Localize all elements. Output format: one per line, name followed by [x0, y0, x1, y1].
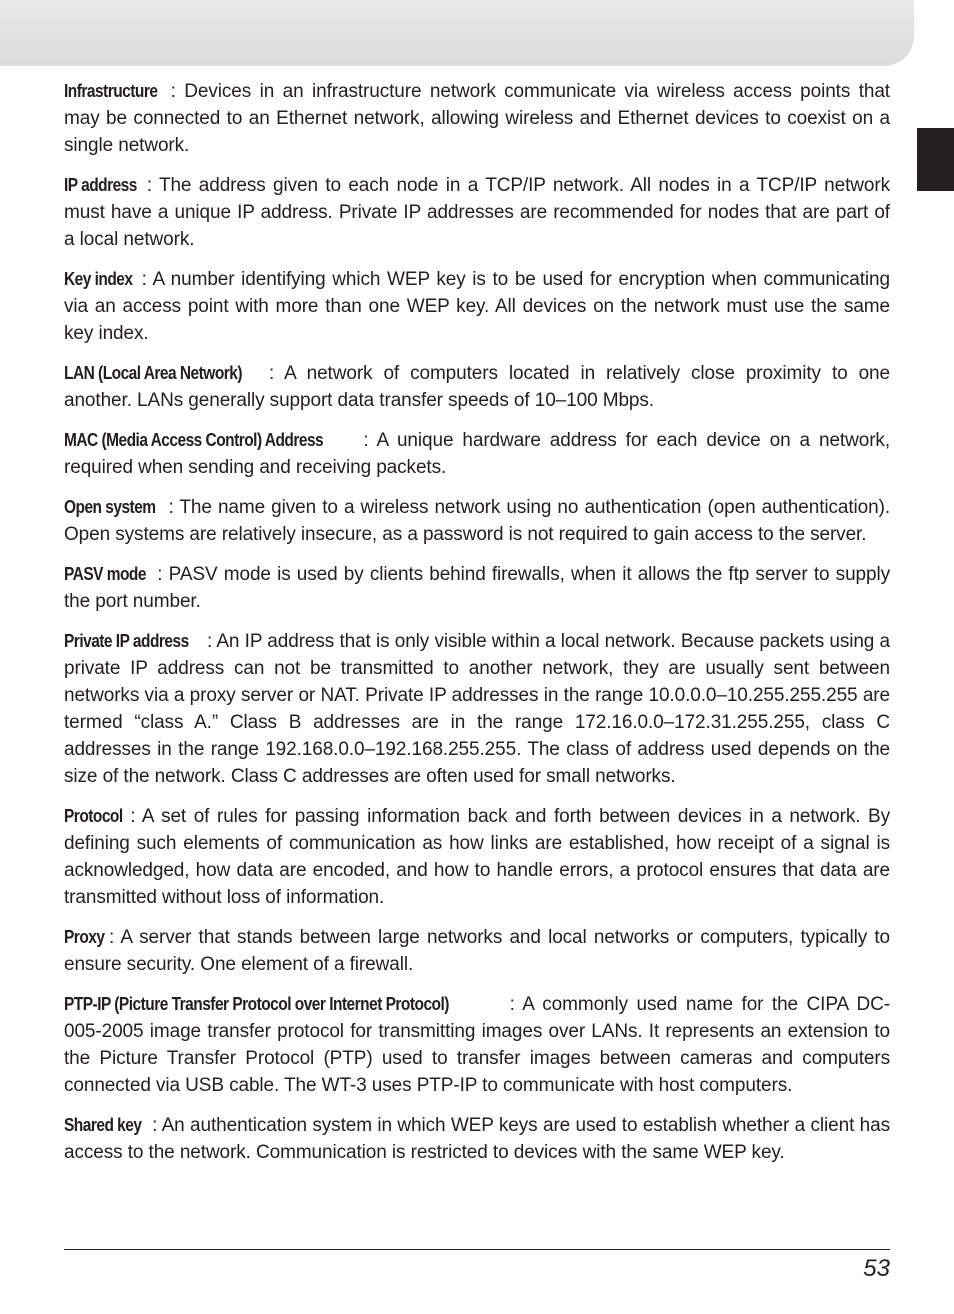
- glossary-term: MAC (Media Access Control) Address: [64, 430, 324, 450]
- glossary-definition: : A unique hardware address for each device on a network, required when sending and receiving packets.: [64, 430, 890, 478]
- glossary-content: [64, 78, 890, 1179]
- glossary-term: IP address: [64, 175, 137, 195]
- glossary-entry-ip-address: [64, 172, 890, 253]
- glossary-entry-lan: [64, 360, 890, 414]
- glossary-definition: : A set of rules for passing information back and forth between devices in a network. By defining such elements of communication as how links are established, how receipt of a signal is acknowledged, how data are encoded, and how to handle errors, a protocol ensures that data are transmitted without loss of information.: [64, 806, 890, 908]
- glossary-definition: : An IP address that is only visible within a local network. Because packets using a private IP address can not be transmitted to another network, they are usually sent between networks via a proxy server or NAT. Private IP addresses in the range 10.0.0.0–10.255.255.255 are termed “class A.” Class B addresses are in the range 172.16.0.0–172.31.255.255, class C addresses in the range 192.168.0.0–192.168.255.255. The class of address used depends on the size of the network. Class C addresses are often used for small networks.: [64, 631, 890, 787]
- glossary-entry-mac-address: [64, 427, 890, 481]
- glossary-entry-proxy: [64, 924, 890, 978]
- glossary-entry-pasv-mode: [64, 561, 890, 615]
- glossary-term: LAN (Local Area Network): [64, 363, 243, 383]
- glossary-definition: : Devices in an infrastructure network communicate via wireless access points that may be connected to an Ethernet network, allowing wireless and Ethernet devices to coexist on a single network.: [64, 81, 890, 156]
- glossary-definition: : The name given to a wireless network using no authentication (open authentication). Open systems are relatively insecure, as a password is not required to gain access to the server.: [64, 497, 890, 545]
- page-number: 53: [863, 1255, 890, 1282]
- glossary-term: Shared key: [64, 1115, 142, 1135]
- glossary-term: Infrastructure: [64, 81, 158, 101]
- glossary-term: Proxy: [64, 927, 105, 947]
- glossary-definition: : An authentication system in which WEP keys are used to establish whether a client has access to the network. Communication is restricted to devices with the same WEP key.: [64, 1115, 890, 1163]
- glossary-entry-open-system: [64, 494, 890, 548]
- glossary-definition: : A server that stands between large networks and local networks or computers, typically to ensure security. One element of a firewall.: [64, 927, 890, 975]
- glossary-definition: : A network of computers located in relatively close proximity to one another. LANs generally support data transfer speeds of 10–100 Mbps.: [64, 363, 890, 411]
- glossary-entry-shared-key: [64, 1112, 890, 1166]
- footer-rule: [64, 1249, 890, 1250]
- glossary-definition: : The address given to each node in a TCP/IP network. All nodes in a TCP/IP network must have a unique IP address. Private IP addresses are recommended for nodes that are part of a local network.: [64, 175, 890, 250]
- glossary-definition: : A number identifying which WEP key is to be used for encryption when communicating via an access point with more than one WEP key. All devices on the network must use the same key index.: [64, 269, 890, 344]
- glossary-term: Private IP address: [64, 631, 189, 651]
- glossary-definition: : PASV mode is used by clients behind firewalls, when it allows the ftp server to supply the port number.: [64, 564, 890, 612]
- page-header-band: [0, 0, 914, 66]
- glossary-entry-infrastructure: [64, 78, 890, 159]
- glossary-term: PASV mode: [64, 564, 146, 584]
- glossary-term: Protocol: [64, 806, 123, 826]
- section-thumb-tab: [917, 128, 954, 191]
- glossary-definition: : A commonly used name for the CIPA DC-005-2005 image transfer protocol for transmitting images over LANs. It represents an extension to the Picture Transfer Protocol (PTP) used to transfer images between cameras and computers connected via USB cable. The WT-3 uses PTP-IP to communicate with host computers.: [64, 994, 890, 1096]
- glossary-entry-ptp-ip: [64, 991, 890, 1099]
- glossary-term: Key index: [64, 269, 133, 289]
- glossary-term: PTP-IP (Picture Transfer Protocol over Internet Protocol): [64, 994, 449, 1014]
- glossary-entry-key-index: [64, 266, 890, 347]
- glossary-entry-protocol: [64, 803, 890, 911]
- glossary-term: Open system: [64, 497, 156, 517]
- glossary-entry-private-ip-address: [64, 628, 890, 790]
